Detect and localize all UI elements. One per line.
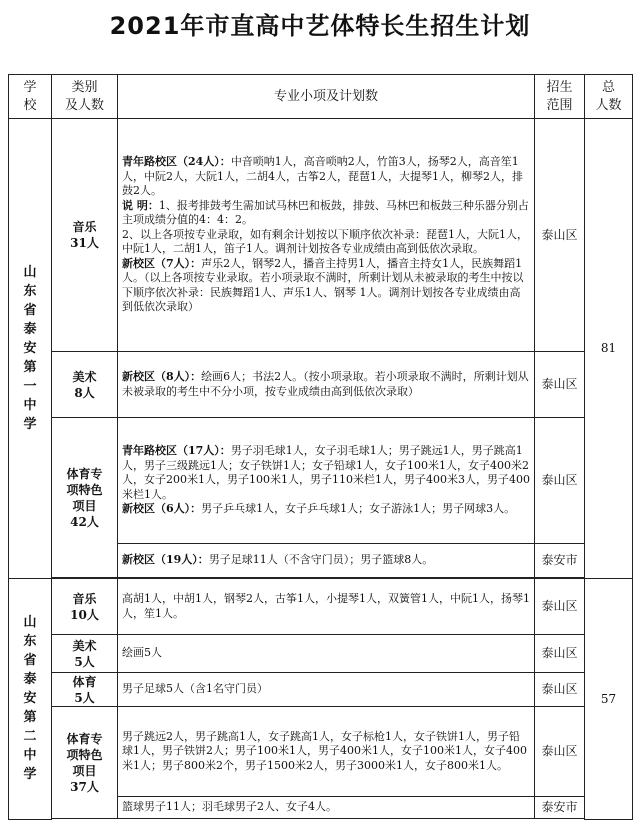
header-row xyxy=(9,75,633,119)
detail-text: 声乐2人，钢琴2人，播音主持男1人，播音主持女1人，民族舞蹈1人。（以上各项按专业录取。若小项录取不满时，所剩计划从未被录取的考生中按以下顺序依次补录：民族舞蹈1人、声乐1人、钢琴 1人。调剂计划按各专业成绩由高到低依次录取） xyxy=(122,256,524,314)
range-cell: 泰山区 xyxy=(535,418,585,544)
range-cell: 泰安市 xyxy=(535,797,585,819)
table-row xyxy=(9,673,633,707)
detail-text: 绘画6人；书法2人。（按小项录取。若小项录取不满时，所剩计划从未被录取的考生中不分小项，按专业成绩由高到低依次录取） xyxy=(122,370,529,398)
range-cell: 泰安市 xyxy=(535,544,585,578)
total-cell: 57 xyxy=(585,579,633,820)
page-title: 2021年市直高中艺体特长生招生计划 xyxy=(109,12,531,40)
enrollment-table xyxy=(8,74,633,820)
total-cell: 81 xyxy=(585,119,633,579)
range-cell: 泰山区 xyxy=(535,579,585,635)
note-label: 说 明： xyxy=(122,198,159,212)
detail-cell: 绘画5人 xyxy=(118,635,535,673)
table-row xyxy=(9,635,633,673)
category-cell: 美术 5人 xyxy=(52,635,118,673)
campus-label: 新校区（8人）： xyxy=(122,370,202,383)
detail-cell: 高胡1人，中胡1人，钢琴2人，古筝1人，小提琴1人，双簧管1人，中阮1人，扬琴1人，笙1人。 xyxy=(118,579,535,635)
campus-label: 青年路校区（17人）： xyxy=(122,444,231,458)
campus-label: 青年路校区（24人）： xyxy=(122,155,231,169)
detail-text: 1、报考排鼓考生需加试马林巴和板鼓，排鼓、马林巴和板鼓三种乐器分别占主项成绩分值的4：4：2。 xyxy=(122,198,529,227)
table-row xyxy=(9,579,633,635)
detail-cell: 男子足球5人（含1名守门员） xyxy=(118,673,535,707)
detail-cell: 男子跳远2人，男子跳高1人，女子跳高1人，女子标枪1人，女子铁饼1人，男子铅球1人，男子铁饼2人；男子100米1人，男子400米1人，女子100米1人，女子400米1人；男子800米2个，男子1500米2人，男子3000米1人，女子800米1人。 xyxy=(118,707,535,797)
detail-text: 男子足球11人（不含守门员）；男子篮球8人。 xyxy=(208,553,434,567)
campus-label: 新校区（19人）： xyxy=(122,553,209,567)
table-row xyxy=(9,352,633,418)
header-detail: 专业小项及计划数 xyxy=(118,75,535,119)
category-cell: 美术 8人 xyxy=(52,352,118,418)
category-cell: 音乐 31人 xyxy=(52,119,118,352)
campus-label: 新校区（7人）： xyxy=(122,256,202,270)
detail-cell xyxy=(118,352,535,418)
header-range: 招生 范围 xyxy=(535,75,585,119)
header-total: 总 人数 xyxy=(585,75,633,119)
school-name: 山 东 省 泰 安 第 一 中 学 xyxy=(9,119,52,579)
detail-cell xyxy=(118,418,535,544)
detail-text: 男子羽毛球1人，女子羽毛球1人；男子跳远1人，男子跳高1人，男子三级跳远1人；女子铁饼1人；女子铅球1人，女子100米1人，女子400米2人，女子200米1人，男子100米1人，男子110米栏1人，男子400米3人，男子400米栏1人。 xyxy=(122,444,530,501)
detail-cell xyxy=(118,544,535,578)
campus-label: 新校区（6人）： xyxy=(122,502,202,516)
detail-cell xyxy=(118,119,535,352)
detail-text: 男子乒乓球1人，女子乒乓球1人；女子游泳1人；男子网球3人。 xyxy=(201,502,516,516)
category-cell: 体育 5人 xyxy=(52,673,118,707)
range-cell: 泰山区 xyxy=(535,119,585,352)
header-category: 类别 及人数 xyxy=(52,75,118,119)
range-cell: 泰山区 xyxy=(535,635,585,673)
range-cell: 泰山区 xyxy=(535,673,585,707)
table-row xyxy=(9,418,633,544)
detail-cell: 篮球男子11人；羽毛球男子2人、女子4人。 xyxy=(118,797,535,819)
category-cell: 体育专 项特色 项目 42人 xyxy=(52,418,118,578)
range-cell: 泰山区 xyxy=(535,707,585,797)
category-cell: 体育专 项特色 项目 37人 xyxy=(52,707,118,819)
range-cell: 泰山区 xyxy=(535,352,585,418)
table-row xyxy=(9,119,633,352)
detail-text: 中音唢呐1人，高音唢呐2人，竹笛3人，扬琴2人，高音笙1人，中阮2人，大阮1人，二胡4人，古筝2人，琵琶1人，大提琴1人，柳琴2人，排鼓2人。 xyxy=(122,155,523,198)
header-school: 学 校 xyxy=(9,75,52,119)
category-cell: 音乐 10人 xyxy=(52,579,118,635)
school-name: 山 东 省 泰 安 第 二 中 学 xyxy=(9,579,52,820)
table-row xyxy=(9,707,633,797)
detail-text: 2、以上各项按专业录取，如有剩余计划按以下顺序依次补录：琵琶1人，大阮1人，中阮1人，二胡1人，笛子1人。调剂计划按各专业成绩由高到低依次录取。 xyxy=(122,227,528,256)
